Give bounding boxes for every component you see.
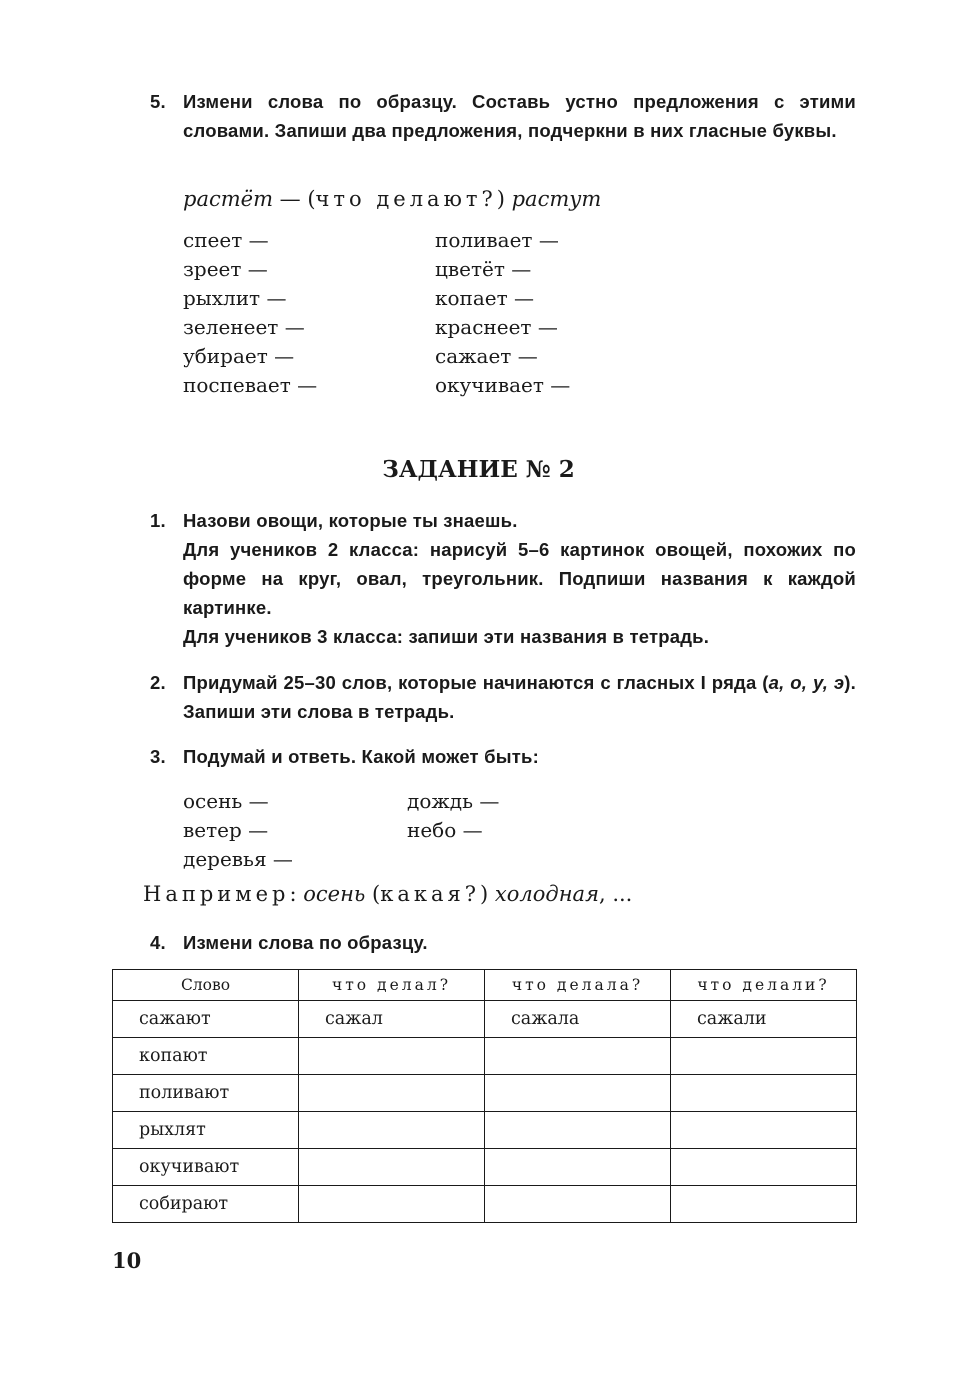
task-text: Подумай и ответь. Какой может быть: [183, 746, 539, 767]
table-row [113, 1112, 857, 1149]
table-cell [485, 1186, 671, 1223]
word-item: спеет — [183, 228, 269, 252]
example-word: растёт [183, 187, 273, 211]
word-item: сажает — [435, 344, 538, 368]
table-header-row [113, 970, 857, 1001]
table-cell: рыхлят [113, 1112, 299, 1149]
vowel-list: а, о, у, э [768, 672, 845, 693]
task-text: Измени слова по образцу. Составь устно предложения с этими словами. Запиши два предложения, подчеркни в них гласные буквы. [183, 91, 856, 141]
table-cell: окучивают [113, 1149, 299, 1186]
word-item: рыхлит — [183, 286, 287, 310]
table-cell: сажал [299, 1001, 485, 1038]
word-item: деревья — [183, 847, 293, 871]
table-cell [485, 1149, 671, 1186]
table-cell [299, 1149, 485, 1186]
example-line: растёт — (что делают?) растут [183, 187, 602, 211]
task-text: Для учеников 3 класса: запиши эти названия в тетрадь. [183, 626, 710, 647]
word-item: дождь — [407, 789, 500, 813]
example-label: Например [143, 882, 290, 906]
word-column-left [183, 226, 317, 400]
word-item: копает — [435, 286, 535, 310]
table-row [113, 1038, 857, 1075]
table-header: Слово [113, 970, 299, 1001]
word-item: поспевает — [183, 373, 318, 397]
table-row [113, 1186, 857, 1223]
task-number: 5. [150, 91, 166, 112]
table-row [113, 1075, 857, 1112]
table-cell: поливают [113, 1075, 299, 1112]
table-cell [485, 1112, 671, 1149]
table-cell [671, 1075, 857, 1112]
table-header: что делала? [485, 970, 671, 1001]
task-number: 2. [150, 672, 166, 693]
task-3 [150, 742, 856, 771]
task-text: Для учеников 2 класса: нарисуй 5–6 картинок овощей, похожих по форме на круг, овал, треугольник. Подпиши названия к каждой картинке. [183, 539, 856, 618]
task-text: Придумай 25–30 слов, которые начинаются с гласных I ряда (а, о, у, э). Запиши эти слова в тетрадь. [183, 672, 856, 722]
task-number: 3. [150, 746, 166, 767]
example-line: Например: осень (какая?) холодная, ... [143, 882, 633, 906]
task-number: 4. [150, 932, 166, 953]
table-cell: собирают [113, 1186, 299, 1223]
word-item: поливает — [435, 228, 559, 252]
table-cell: сажала [485, 1001, 671, 1038]
table-cell [671, 1149, 857, 1186]
table-row [113, 1149, 857, 1186]
word-column-right [407, 787, 499, 845]
word-column-left [183, 787, 293, 874]
table-cell [671, 1112, 857, 1149]
section-heading: ЗАДАНИЕ № 2 [382, 456, 575, 483]
word-item: убирает — [183, 344, 295, 368]
task-5 [150, 87, 856, 145]
word-item: окучивает — [435, 373, 571, 397]
task-2 [150, 668, 856, 726]
table-cell [671, 1038, 857, 1075]
table-cell [299, 1038, 485, 1075]
table-cell: сажали [671, 1001, 857, 1038]
task-4 [150, 928, 856, 957]
table-cell [299, 1186, 485, 1223]
word-table [112, 969, 857, 1223]
table-cell [299, 1075, 485, 1112]
table-header: что делали? [671, 970, 857, 1001]
example-answer: растут [511, 187, 602, 211]
table-cell [671, 1186, 857, 1223]
table-cell: сажают [113, 1001, 299, 1038]
task-number: 1. [150, 510, 166, 531]
table-cell [299, 1112, 485, 1149]
word-column-right [435, 226, 570, 400]
word-item: зеленеет — [183, 315, 305, 339]
example-question: что делают? [315, 187, 497, 211]
word-item: ветер — [183, 818, 269, 842]
task-1 [150, 506, 856, 651]
word-item: цветёт — [435, 257, 532, 281]
page-number: 10 [112, 1248, 142, 1273]
table-cell: копают [113, 1038, 299, 1075]
word-item: осень — [183, 789, 269, 813]
word-item: зреет — [183, 257, 268, 281]
task-text: Назови овощи, которые ты знаешь. [183, 510, 518, 531]
table-cell [485, 1038, 671, 1075]
word-item: небо — [407, 818, 483, 842]
table-cell [485, 1075, 671, 1112]
table-header: что делал? [299, 970, 485, 1001]
word-item: краснеет — [435, 315, 558, 339]
task-text: Измени слова по образцу. [183, 932, 428, 953]
table-row [113, 1001, 857, 1038]
